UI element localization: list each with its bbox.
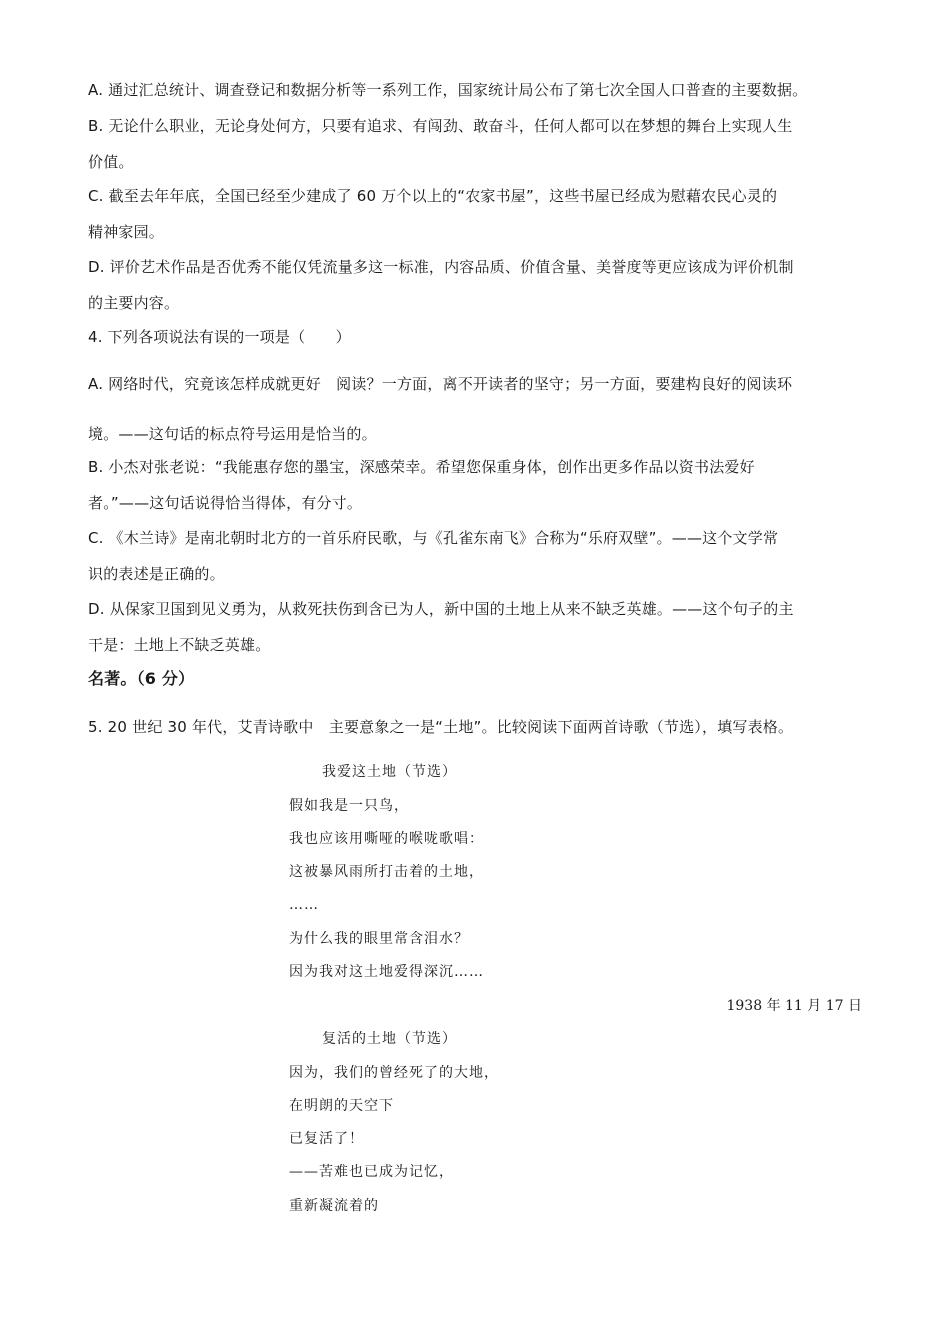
poem1-line: 因为我对这土地爱得深沉…… xyxy=(289,964,484,980)
poem1-date: 1938 年 11 月 17 日 xyxy=(726,998,862,1014)
q5-stem: 5. 20 世纪 30 年代，艾青诗歌中 主要意象之一是“土地”。比较阅读下面两首诗歌（节选），填写表格。 xyxy=(88,718,794,736)
poem1-line: 这被暴风雨所打击着的土地， xyxy=(289,864,484,880)
poem2-line: 已复活了！ xyxy=(289,1131,364,1147)
q3-option-b-line2: 价值。 xyxy=(88,153,134,171)
q3-option-d-line2: 的主要内容。 xyxy=(88,294,180,312)
q3-option-c-line1: C. 截至去年年底，全国已经至少建成了 60 万个以上的“农家书屋”，这些书屋已经成为慰藉农民心灵的 xyxy=(88,187,778,205)
q4-stem: 4. 下列各项说法有误的一项是（ ） xyxy=(88,328,351,346)
poem2-line: ——苦难也已成为记忆， xyxy=(289,1164,454,1180)
poem1-line: …… xyxy=(289,897,319,913)
poem2-line: 重新凝流着的 xyxy=(289,1198,379,1214)
poem2-line: 因为，我们的曾经死了的大地， xyxy=(289,1065,499,1081)
poem1-title: 我爱这土地（节选） xyxy=(322,764,457,780)
poem2-line: 在明朗的天空下 xyxy=(289,1098,394,1114)
poem2-title: 复活的土地（节选） xyxy=(322,1031,457,1047)
q4-option-b-line1: B. 小杰对张老说：“我能惠存您的墨宝，深感荣幸。希望您保重身体，创作出更多作品以资书法爱好 xyxy=(88,458,755,476)
poem1-line: 假如我是一只鸟， xyxy=(289,798,409,814)
q3-option-c-line2: 精神家园。 xyxy=(88,223,165,241)
poem1-line: 为什么我的眼里常含泪水？ xyxy=(289,931,469,947)
q4-option-d-line1: D. 从保家卫国到见义勇为，从救死扶伤到含已为人，新中国的土地上从来不缺乏英雄。——这个句子的主 xyxy=(88,600,794,618)
q4-option-c-line2: 识的表述是正确的。 xyxy=(88,565,225,583)
q3-option-d-line1: D. 评价艺术作品是否优秀不能仅凭流量多这一标准，内容品质、价值含量、美誉度等更应该成为评价机制 xyxy=(88,258,794,276)
q3-option-b-line1: B. 无论什么职业，无论身处何方，只要有追求、有闯劲、敢奋斗，任何人都可以在梦想的舞台上实现人生 xyxy=(88,117,793,135)
q4-option-a-line2: 境。——这句话的标点符号运用是恰当的。 xyxy=(88,425,377,443)
poem1-line: 我也应该用嘶哑的喉咙歌唱： xyxy=(289,831,484,847)
q4-option-c-line1: C. 《木兰诗》是南北朝时北方的一首乐府民歌，与《孔雀东南飞》合称为“乐府双壁”。——这个文学常 xyxy=(88,529,779,547)
q4-option-b-line2: 者。”——这句话说得恰当得体，有分寸。 xyxy=(88,494,363,512)
q3-option-a: A. 通过汇总统计、调查登记和数据分析等一系列工作，国家统计局公布了第七次全国人口普查的主要数据。 xyxy=(88,81,808,99)
q4-option-d-line2: 干是：土地上不缺乏英雄。 xyxy=(88,636,271,654)
q4-option-a-line1: A. 网络时代，究竟该怎样成就更好 阅读？一方面，离不开读者的坚守；另一方面，要建构良好的阅读环 xyxy=(88,375,793,393)
section-heading: 名著。（6 分） xyxy=(88,669,195,688)
